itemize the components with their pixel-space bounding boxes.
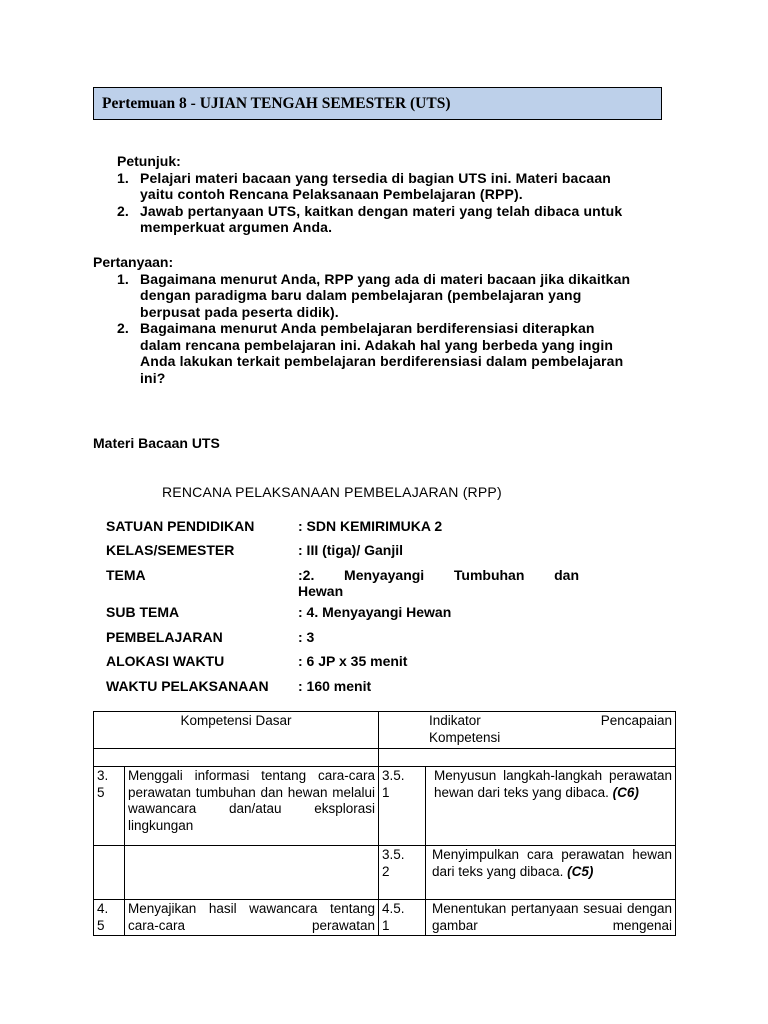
competency-table (93, 711, 676, 936)
info-value: : 6 JP x 35 menit (298, 653, 408, 669)
table-row (94, 767, 676, 846)
header-ind-word2: Pencapaian (600, 713, 672, 728)
info-label: TEMA (106, 567, 146, 583)
instructions-list (117, 170, 677, 236)
question-line: berpusat pada peserta didik). (140, 303, 339, 320)
instructions-heading: Petunjuk: (117, 153, 181, 169)
kd-text (125, 846, 379, 900)
instructions-section (117, 153, 677, 236)
cognitive-level: (C5) (567, 863, 594, 879)
kd-number: 4. 5 (94, 900, 125, 936)
question-line: Bagaimana menurut Anda pembelajaran berdiferensiasi diterapkan (140, 320, 595, 336)
cognitive-level: (C6) (612, 784, 639, 800)
header-indikator (379, 712, 676, 749)
instruction-line: Pelajari materi bacaan yang tersedia di bagian UTS ini. Materi bacaan (140, 169, 611, 186)
info-value: : 160 menit (298, 678, 372, 694)
indicator-number: 4.5. 1 (379, 900, 426, 936)
question-line: ini? (140, 369, 166, 386)
info-value: : III (tiga)/ Ganjil (298, 542, 403, 558)
instruction-line: Jawab pertanyaan UTS, kaitkan dengan materi yang telah dibaca untuk (140, 202, 623, 219)
instruction-line: yaitu contoh Rencana Pelaksanaan Pembelajaran (RPP). (140, 186, 523, 202)
info-label: ALOKASI WAKTU (106, 653, 225, 669)
table-row-spacer (94, 749, 676, 767)
question-item (117, 320, 683, 386)
question-number: 1. (117, 270, 129, 287)
page-title (93, 87, 662, 120)
info-label: KELAS/SEMESTER (106, 542, 235, 558)
indicator-text: Menentukan pertanyaan sesuai dengan gambar mengenai (426, 900, 676, 936)
reading-heading: Materi Bacaan UTS (93, 435, 220, 451)
header-ind-word1: Indikator (429, 713, 481, 728)
info-label: SATUAN PENDIDIKAN (106, 518, 255, 534)
header-kd-text: Kompetensi Dasar (180, 713, 292, 728)
instruction-number: 2. (117, 202, 129, 219)
question-line: Bagaimana menurut Anda, RPP yang ada di materi bacaan jika dikaitkan (140, 270, 631, 287)
question-line: Anda lakukan terkait pembelajaran berdiferensiasi dalam pembelajaran (140, 353, 624, 369)
indicator-text: Menyimpulkan cara perawatan hewan dari teks yang dibaca. (C5) (426, 846, 676, 900)
table-row (94, 900, 676, 936)
table-cell (94, 749, 379, 767)
questions-section (93, 254, 683, 386)
instruction-line: memperkuat argumen Anda. (140, 219, 333, 235)
question-line: dengan paradigma baru dalam pembelajaran (pembelajaran yang (140, 287, 582, 303)
instruction-number: 1. (117, 169, 129, 186)
info-value: : 4. Menyayangi Hewan (298, 604, 452, 620)
header-ind-word3: Kompetensi (429, 729, 501, 745)
questions-heading: Pertanyaan: (93, 254, 174, 270)
info-value: : SDN KEMIRIMUKA 2 (298, 518, 443, 534)
info-value-tema-cont: Hewan (298, 583, 344, 599)
indicator-number: 3.5. 2 (379, 846, 426, 900)
question-item (117, 271, 683, 321)
kd-text: Menggali informasi tentang cara-cara perawatan tumbuhan dan hewan melalui wawancara dan/atau eksplorasi lingkungan (125, 767, 379, 846)
instruction-item (117, 170, 677, 203)
table-row (94, 846, 676, 900)
indicator-text: Menyusun langkah-langkah perawatan hewan dari teks yang dibaca. (C6) (426, 767, 676, 846)
info-label: WAKTU PELAKSANAAN (106, 678, 269, 694)
info-value: : 3 (298, 629, 315, 645)
rpp-title: RENCANA PELAKSANAAN PEMBELAJARAN (RPP) (162, 484, 502, 500)
indicator-number: 3.5. 1 (379, 767, 426, 846)
page-title-text: Pertemuan 8 - UJIAN TENGAH SEMESTER (UTS) (102, 94, 451, 112)
instruction-item (117, 203, 677, 236)
question-number: 2. (117, 320, 129, 336)
info-label: PEMBELAJARAN (106, 629, 223, 645)
question-line: dalam rencana pembelajaran ini. Adakah hal yang berbeda yang ingin (140, 336, 614, 353)
table-header-row (94, 712, 676, 749)
kd-number (94, 846, 125, 900)
info-value-tema: :2. Menyayangi Tumbuhan dan (298, 567, 579, 583)
kd-text: Menyajikan hasil wawancara tentang cara-cara perawatan (125, 900, 379, 936)
info-label: SUB TEMA (106, 604, 180, 620)
table-cell (379, 749, 676, 767)
header-kd (94, 712, 379, 749)
questions-list (117, 271, 683, 387)
kd-number: 3. 5 (94, 767, 125, 846)
